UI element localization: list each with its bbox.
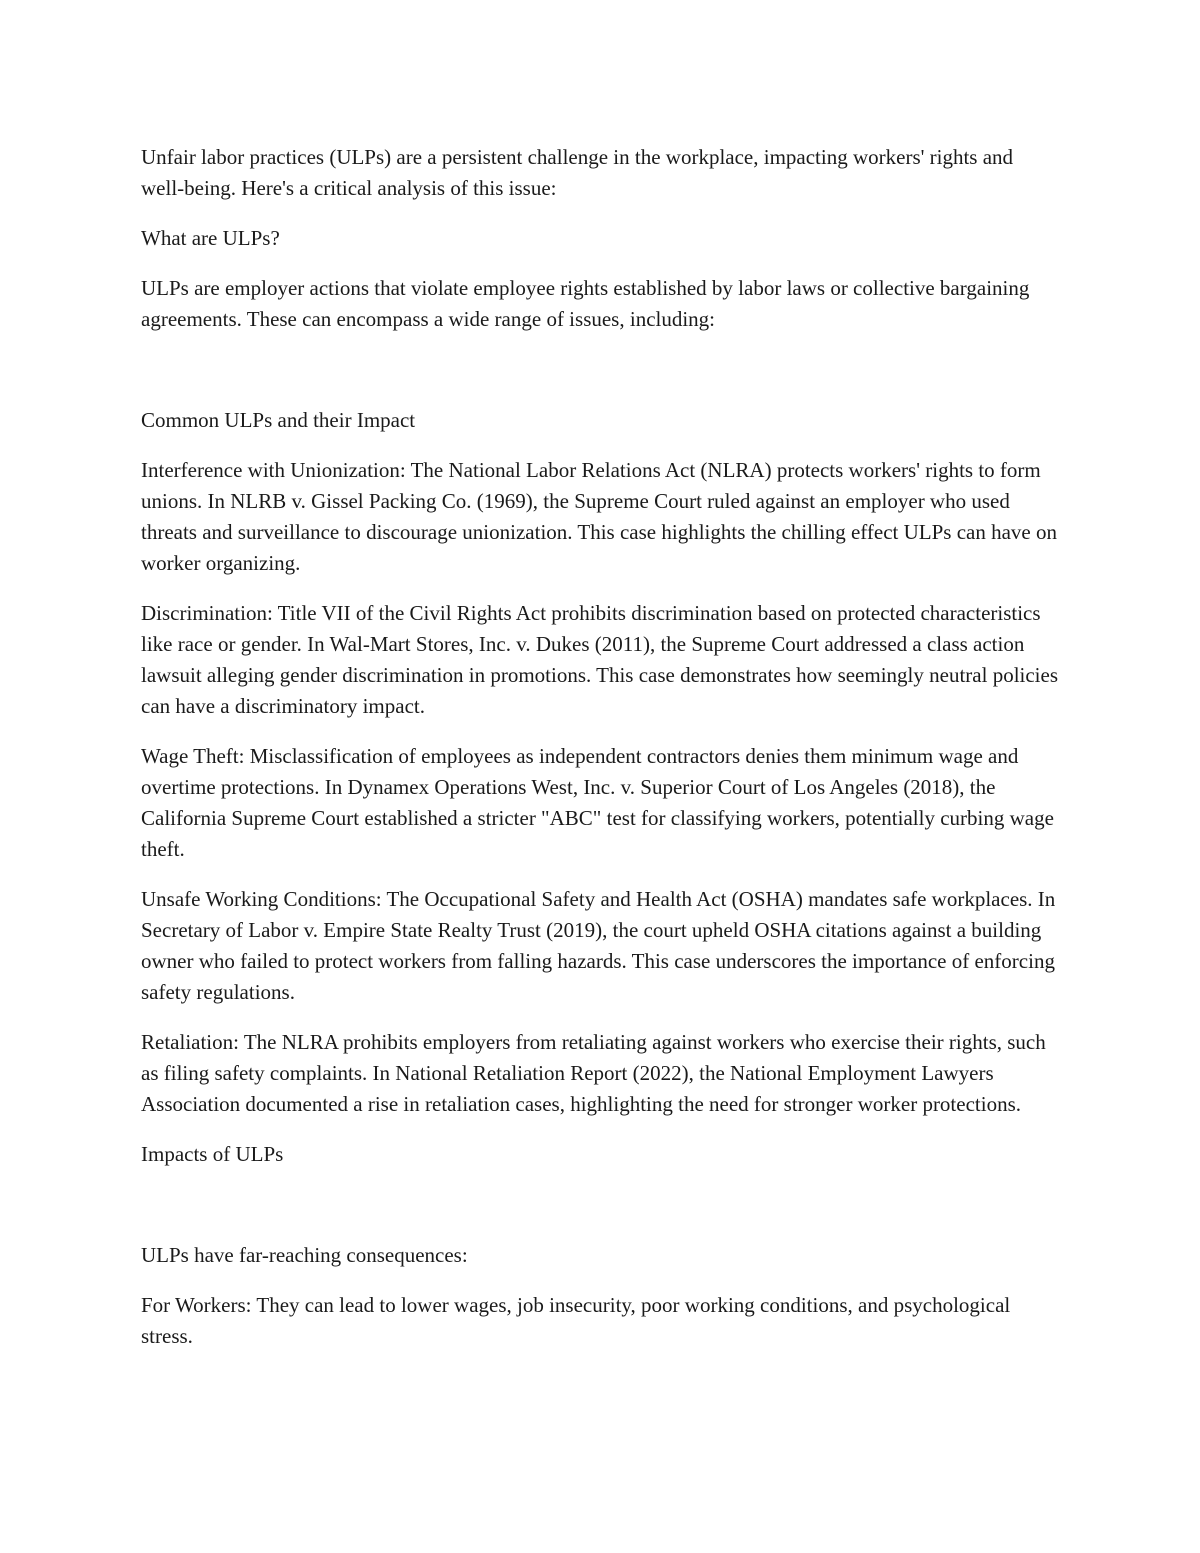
paragraph-discrimination: Discrimination: Title VII of the Civil Rights Act prohibits discrimination based on protected characteristics like race or gender. In Wal-Mart Stores, Inc. v. Dukes (2011), the Supreme Court addressed a class action lawsuit alleging gender discrimination in promotions. This case demonstrates how seemingly neutral policies can have a discriminatory impact.: [141, 601, 1059, 718]
section-heading-what-are-ulps: What are ULPs?: [141, 226, 280, 250]
section-heading-impacts: Impacts of ULPs: [141, 1142, 284, 1166]
paragraph-wage-theft: Wage Theft: Misclassification of employees as independent contractors denies them minimum wage and overtime protections. In Dynamex Operations West, Inc. v. Superior Court of Los Angeles (2018), the California Supreme Court established a stricter "ABC" test for classifying workers, potentially curbing wage theft.: [141, 744, 1054, 861]
section-heading-common-ulps: Common ULPs and their Impact: [141, 408, 416, 432]
document-body: [141, 142, 1059, 1371]
definition-paragraph: ULPs are employer actions that violate employee rights established by labor laws or collective bargaining agreements. These can encompass a wide range of issues, including:: [141, 276, 1030, 331]
consequences-intro: ULPs have far-reaching consequences:: [141, 1243, 468, 1267]
paragraph-interference-unionization: Interference with Unionization: The National Labor Relations Act (NLRA) protects workers' rights to form unions. In NLRB v. Gissel Packing Co. (1969), the Supreme Court ruled against an employer who used threats and surveillance to discourage unionization. This case highlights the chilling effect ULPs can have on worker organizing.: [141, 458, 1057, 575]
intro-paragraph: Unfair labor practices (ULPs) are a persistent challenge in the workplace, impacting workers' rights and well-being. Here's a critical analysis of this issue:: [141, 145, 1014, 200]
paragraph-for-workers: For Workers: They can lead to lower wages, job insecurity, poor working conditions, and psychological stress.: [141, 1293, 1011, 1348]
paragraph-retaliation: Retaliation: The NLRA prohibits employers from retaliating against workers who exercise their rights, such as filing safety complaints. In National Retaliation Report (2022), the National Employment Lawyers Association documented a rise in retaliation cases, highlighting the need for stronger worker protections.: [141, 1030, 1046, 1116]
paragraph-unsafe-conditions: Unsafe Working Conditions: The Occupational Safety and Health Act (OSHA) mandates safe workplaces. In Secretary of Labor v. Empire State Realty Trust (2019), the court upheld OSHA citations against a building owner who failed to protect workers from falling hazards. This case underscores the importance of enforcing safety regulations.: [141, 887, 1056, 1004]
